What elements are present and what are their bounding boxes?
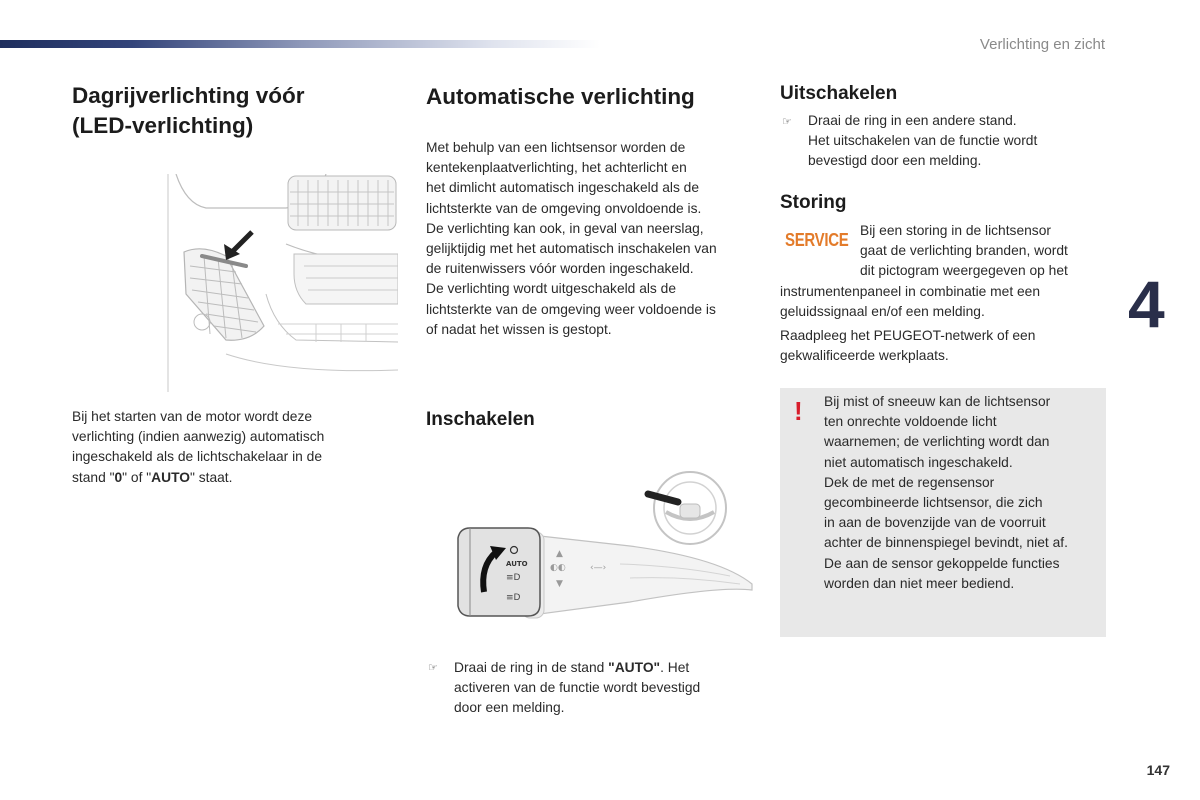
note-line-6: gecombineerde lichtsensor, die zich [824, 495, 1043, 511]
switch-on-subtitle: Inschakelen [426, 409, 535, 430]
contact-line-1: Raadpleeg het PEUGEOT-netwerk of een [780, 328, 1036, 343]
service-warning-icon: SERVICE [785, 230, 849, 251]
header-gradient-bar [0, 40, 600, 48]
auto-line-9: lichtsterkte van de omgeving weer voldoende is [426, 301, 716, 317]
exclamation-icon: ! [794, 396, 803, 426]
section-title: Verlichting en zicht [979, 36, 1105, 53]
fault-title: Storing [780, 192, 847, 213]
note-line-10: worden dan niet meer bediend. [824, 575, 1015, 591]
auto-lighting-paragraph [426, 138, 717, 340]
auto-line-10: of nadat het wissen is gestopt. [426, 321, 612, 337]
fault-line-2: gaat de verlichting branden, wordt [860, 243, 1068, 259]
drl-title-line2: (LED-verlichting) [72, 113, 254, 138]
svg-text:▼: ▼ [556, 579, 563, 589]
drl-title-line1: Dagrijverlichting vóór [72, 83, 305, 108]
fault-line-5: geluidssignaal en/of een melding. [780, 304, 985, 320]
fault-line-3: dit pictogram weergegeven op het [860, 263, 1068, 279]
off-line-1: Draai de ring in een andere stand. [808, 113, 1017, 128]
switch-on-instruction [454, 658, 700, 719]
note-line-3: waarnemen; de verlichting wordt dan [824, 434, 1050, 450]
bullet-icon: ☞ [782, 116, 792, 128]
off-line-3: bevestigd door een melding. [808, 153, 982, 169]
note-line-1: Bij mist of sneeuw kan de lichtsensor [824, 394, 1051, 409]
instruction-line-1: Draai de ring in de stand "AUTO". Het [454, 660, 690, 675]
stalk-auto-label: AUTO [506, 560, 528, 568]
page-number: 147 [1146, 762, 1170, 778]
drl-line-2: verlichting (indien aanwezig) automatisch [72, 429, 325, 445]
auto-line-7: de ruitenwissers vóór worden ingeschakeld. [426, 261, 694, 277]
fault-contact-paragraph [780, 326, 1035, 366]
instruction-line-2: activeren van de functie wordt bevestigd [454, 680, 701, 696]
contact-line-2: gekwalificeerde werkplaats. [780, 348, 949, 364]
svg-text:≡D: ≡D [506, 573, 521, 583]
note-line-4: niet automatisch ingeschakeld. [824, 454, 1013, 470]
svg-text:▲: ▲ [556, 549, 563, 559]
note-line-9: De aan de sensor gekoppelde functies [824, 555, 1060, 571]
drl-title [72, 81, 305, 141]
switch-off-title: Uitschakelen [780, 83, 898, 104]
drl-line-1: Bij het starten van de motor wordt deze [72, 409, 313, 424]
drl-line-3: ingeschakeld als de lichtschakelaar in de [72, 449, 323, 465]
auto-line-3: het dimlicht automatisch ingeschakeld als de [426, 180, 700, 196]
svg-text:◐◐: ◐◐ [550, 563, 566, 573]
fault-line-1: Bij een storing in de lichtsensor [860, 223, 1051, 238]
fault-line-4: instrumentenpaneel in combinatie met een [780, 284, 1040, 299]
fault-paragraph-full [780, 282, 1040, 322]
drl-line-4: stand "0" of "AUTO" staat. [72, 469, 233, 485]
auto-line-6: gelijktijdig met het automatisch inschakelen van [426, 241, 717, 257]
switch-off-paragraph [808, 111, 1037, 172]
auto-line-2: kentekenplaatverlichting, het achterlicht en [426, 160, 687, 176]
chapter-number: 4 [1128, 267, 1165, 341]
instruction-line-3: door een melding. [454, 700, 565, 716]
auto-line-8: De verlichting wordt uitgeschakeld als de [426, 281, 677, 297]
steering-wheel-icon [648, 472, 726, 544]
auto-lighting-title: Automatische verlichting [426, 84, 695, 109]
warning-note-text [824, 392, 1068, 594]
fault-paragraph-short [860, 221, 1068, 282]
note-line-7: in aan de bovenzijde van de voorruit [824, 515, 1046, 531]
note-line-8: achter de binnenspiegel bevindt, niet af. [824, 535, 1068, 551]
auto-line-4: lichtsterkte van de omgeving onvoldoende is. [426, 200, 702, 216]
note-line-2: ten onrechte voldoende licht [824, 414, 997, 430]
auto-line-1: Met behulp van een lichtsensor worden de [426, 140, 686, 155]
svg-text:‹—›: ‹—› [590, 563, 607, 573]
bullet-icon: ☞ [428, 662, 438, 674]
car-front-led-illustration [166, 174, 398, 392]
off-line-2: Het uitschakelen van de functie wordt [808, 133, 1038, 149]
svg-text:≡D: ≡D [506, 593, 521, 603]
light-stalk-illustration [430, 466, 754, 626]
drl-paragraph [72, 407, 324, 488]
note-line-5: Dek de met de regensensor [824, 474, 995, 490]
auto-line-5: De verlichting kan ook, in geval van neerslag, [426, 220, 704, 236]
